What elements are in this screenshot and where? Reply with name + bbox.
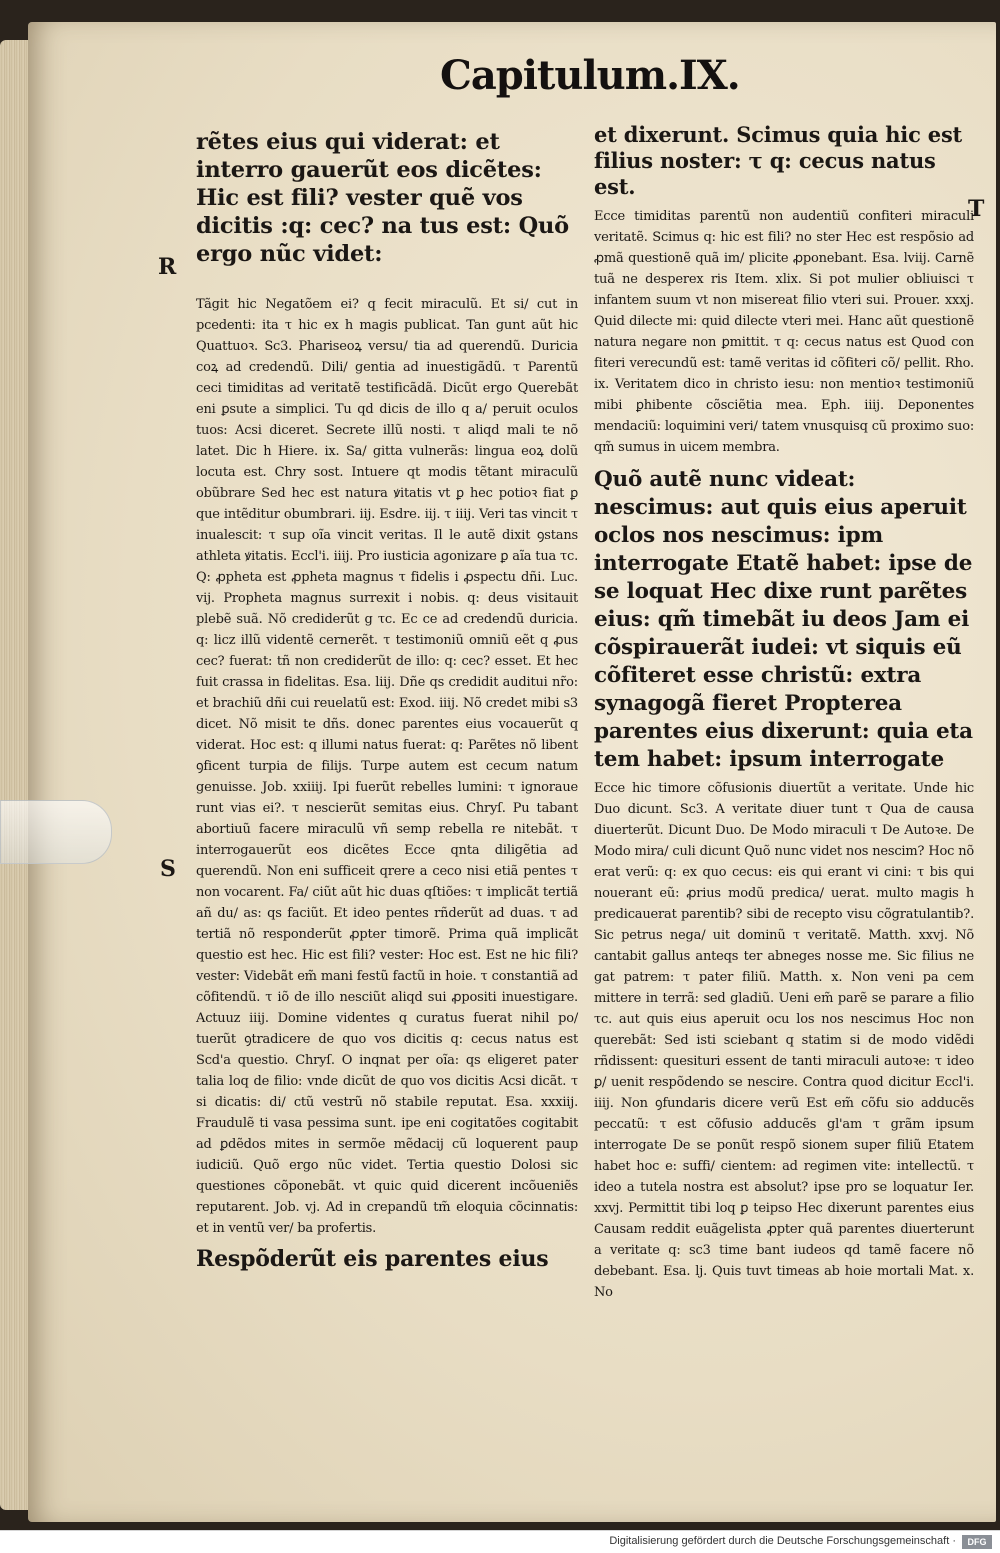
page-clip [0, 800, 112, 864]
left-bottom-lead: Respõderũt eis parentes eius [196, 1246, 549, 1272]
margin-letter-t: T [968, 196, 985, 222]
running-title: Capitulum.IX. [440, 52, 740, 99]
margin-letter-r: R [158, 254, 177, 280]
left-column [196, 128, 578, 1273]
right-gloss-1: Ecce timiditas parentũ non audentiũ confiteri miraculi veritatẽ. Scimus q: hic est fili? no ster Hec est respõsio ad ꝓmã questionẽ quã im/ plicite ꝓponebant. Esa. lviij. Carnẽ tuã ne desperex ris Item. xlix. Si pot mulier obliuisci τ infantem suum vt non misereat filio vteri sui. Prouer. xxxj. Quid dilecte mi: quid dilecte vteri mei. Hanc aũt questionẽ natura negare non ꝑmittit. τ q: cecus natus est Quod con fiteri verecundũ est: tamẽ veritas id cõfiteri cõ/ pellit. Rho. ix. Veritatem dico in christo iesu: non mentioꝛ testimoniũ mibi ꝑhibente cõsciẽtia mea. Eph. iiij. Deponentes mendaciũ: loquimini veri/ tatem vnusquisq cũ proximo suo: qm̃ sumus in uicem membra. [594, 209, 974, 455]
left-gloss: Tãgit hic Negatõem ei? q fecit miraculũ. Et si/ cut in pcedenti: ita τ hic ex h magis publicat. Tan gunt aũt hic Quattuoꝛ. Sc3. Phariseoꝝ versu/ tia ad querendũ. Duricia coꝝ ad credendũ. Dili/ gentia ad inuestigãdũ. τ Parentũ ceci timiditas ad veritatẽ testificãdã. Dicũt ergo Querebãt eni ꝑsute a simplici. Tu qd dicis de illo q a/ peruit oculos tuos: Acsi diceret. Secrete illũ nosti. τ aliqd mali te nõ latet. Dic h Hiere. ix. Sa/ gitta vulnerãs: lingua eoꝝ dolũ locuta est. Chry sost. Intuere qt modis tẽtant miraculũ obũbrare Sed hec est natura ꝟitatis vt ꝑ hec potioꝛ fiat ꝑ que intẽditur obumbrari. iij. Esdre. iij. τ iiij. Veri tas vincit τ inualescit: τ sup oĩa vincit veritas. Il le autẽ dixit ꝯstans athleta ꝟitatis. Eccl'i. iiij. Pro iusticia agonizare ꝑ aĩa tua τc. Q: ꝓpheta est ꝓpheta magnus τ fidelis i ꝓspectu dñi. Luc. vij. Propheta magnus surrexit i nobis. q: deus visitauit plebẽ suã. Nõ crediderũt g τc. Ec ce ad credendũ duricia. q: licz illũ videntẽ cernerẽt. τ testimoniũ omniũ eẽt q ꝓus cec? fuerat: tñ non crediderũt de illo: q: cec? esset. Et hec fuit crassa in fidelitas. Esa. liij. Dñe qs credidit auditui nr̃o: et brachiũ dñi cui reuelatũ est: Exod. iiij. Nõ credet mibi s3 dicet. Nõ misit te dñs. donec parentes eius vocauerũt q viderat. Hoc est: q illumi natus fuerat: q: Parẽtes nõ libent ꝯficent turpia de filijs. Turpe autem est cecum natum genuisse. Job. xxiiij. Ipi fuerũt rebelles lumini: τ ignoraue runt vias ei?. τ nescierũt semitas eius. Chryſ. Pu tabant abortiuũ facere miraculũ vñ semp rebella re nitebãt. τ interrogauerũt eos dicẽtes Ecce qnta diligẽtia ad querendũ. Non eni sufficeit qrere a ceco nisi etiã pentes τ non vocarent. Fa/ ciũt aũt hic duas qſtiões: τ implicãt tertiã añ du/ as: qs faciũt. Et ideo pentes rñderũt ad duas. τ ad tertiã nõ responderũt ꝓpter timorẽ. Prima quã implicãt questio est hec. Hic est fili? vester: Hoc est. Est ne hic fili? vester: Videbãt em̃ mani festũ factũ in hoie. τ constantiã ad cõfitendũ. τ iõ de illo nesciũt aliqd sui ꝓpositi inuestigare. Actuuz iiij. Domine videntes q curatus fuerat nihil po/ tuerũt ꝯtradicere de quo vos dicitis q: cecus natus est Scd'a questio. Chryſ. O inqnat per oĩa: qs eligeret pater talia loq de filio: vnde dicũt de quo vos dicitis Acsi dicãt. τ si dicatis: di/ ctũ vestrũ nõ stabile reputat. Esa. xxxiij. Fraudulẽ ti vasa pessima sunt. ipe eni cogitatões cogitabit ad ꝑdẽdos mites in sermõe mẽdacij cũ loquerent paup iudiciũ. Quõ ergo nũc videt. Tertia questio Dolosi sic questiones cõponebãt. vt quic quid dicerent incõueniẽs reputarent. Job. vj. Ad in crepandũ tm̃ eloquia cõcinnatis: et in ventũ ver/ ba profertis. [196, 297, 578, 1236]
dfg-logo-icon: DFG [962, 1535, 992, 1549]
right-mid-lead: Quõ autẽ nunc videat: nescimus: aut quis eius aperuit oclos nos nescimus: ipm interrogate Etatẽ habet: ipse de se loquat Hec dixe runt parẽtes eius: qm̃ timebãt iu deos Jam ei cõspirauerãt iudei: vt siquis eũ cõfiteret esse christũ: extra synagogã fieret Propterea parentes eius dixerunt: quia eta tem habet: ipsum interrogate [594, 467, 973, 772]
right-lead-text: et dixerunt. Scimus quia hic est filius noster: τ q: cecus natus est. [594, 122, 963, 199]
right-gloss-2: Ecce hic timore cõfusionis diuertũt a veritate. Unde hic Duo dicunt. Sc3. A veritate diuer tunt τ Qua de causa diuerterũt. Dicunt Duo. De Modo miraculi τ De Autoꝛe. De Modo mira/ culi dicunt Quõ nunc videt nos nescim? Hoc nõ erat verũ: q: ex quo cecus: eis qui erant vi cini: τ bis qui nouerant eũ: ꝓrius modũ predica/ uerat. multo magis h predicauerat parentib? sibi de recepto visu cõgratulantib?. Sic petrus nega/ uit dominũ τ veritatẽ. Matth. xxvj. Nõ cantabit gallus anteqs ter abneges nosse me. Sic filius ne gat patrem: τ pater filiũ. Matth. x. Non veni pa cem mittere in terrã: sed gladiũ. Ueni em̃ parẽ se parare a filio τc. aut quis eius aperuit ocu los nos nescimus Hoc non querebãt: Sed isti sciebant q statim si de modo vidẽdi rñdissent: quesituri essent de tanti miraculi autoꝛe: τ ideo ꝑ/ uenit respõdendo se nescire. Contra quod dicitur Eccl'i. iiij. Non ꝯfundaris dicere verũ Est em̃ cõfu sio adducẽs peccatũ: τ est cõfusio adducẽs gl'am τ grãm ipsum interrogate De se ponũt respõ sionem super filiũ Etatem habet hoc e: suffi/ cientem: ad regimen vite: intellectũ. τ ideo a tutela nostra est absolut? ipse pro se loquatur Ier. xxvj. Permittit tibi loq ꝑ teipso Hec dixerunt parentes eius Causam reddit euãgelista ꝓpter quã parentes diuerterunt a veritate q: sc3 time bant iudeos qd tamẽ facere nõ debebant. Esa. lj. Quis tuvt timeas ab hoie mortali Mat. x. No [594, 781, 974, 1300]
right-column [594, 122, 974, 1303]
footer-text: Digitalisierung gefördert durch die Deutsche Forschungsgemeinschaft · [609, 1535, 956, 1547]
left-lead-text: rẽtes eius qui viderat: et interro gauerũt eos dicẽtes: Hic est fili? vester quẽ vos dicitis :q: cec? na tus est: Quõ ergo nũc videt: [196, 129, 569, 267]
margin-letter-s: S [160, 856, 176, 882]
footer-bar [0, 1530, 1000, 1553]
